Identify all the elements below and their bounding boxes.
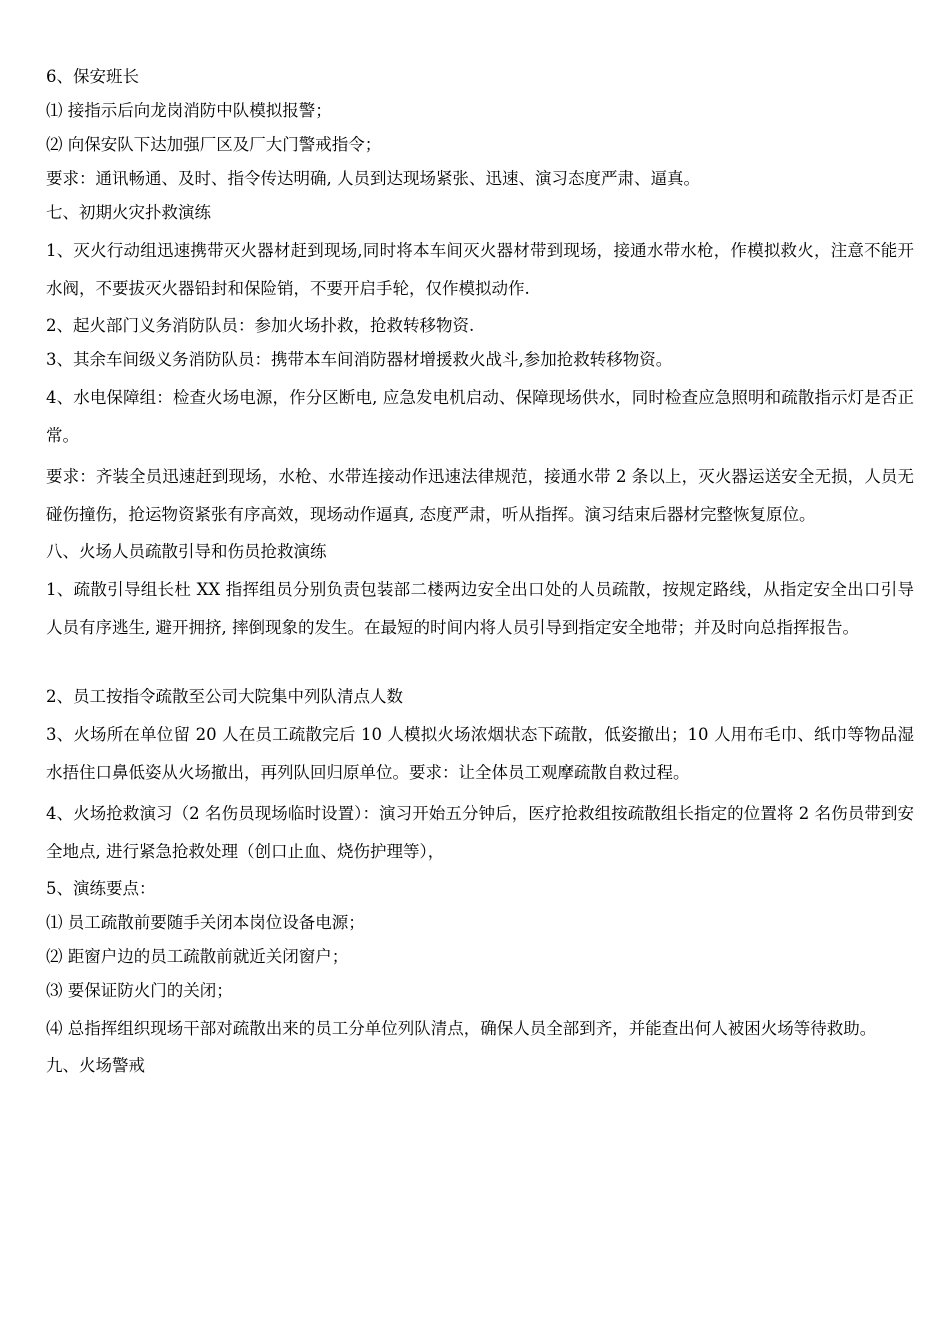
- section-heading-9: 九、火场警戒: [46, 1056, 145, 1075]
- paragraph-assembly: 2、员工按指令疏散至公司大院集中列队清点人数: [46, 687, 403, 706]
- paragraph-rescue-drill: 4、火场抢救演习（2 名伤员现场临时设置）：演习开始五分钟后，医疗抢救组按疏散组长指定的位置将 2 名伤员带到安全地点, 进行紧急抢救处理（创口止血、烧伤护理等），: [46, 804, 914, 861]
- heading-key-points: 5、演练要点：: [46, 879, 156, 898]
- list-item-alarm: ⑴ 接指示后向龙岗消防中队模拟报警；: [46, 101, 332, 120]
- paragraph-smoke-drill: 3、火场所在单位留 20 人在员工疏散完后 10 人模拟火场浓烟状态下疏散，低姿撤出；10 人用布毛巾、纸巾等物品湿水捂住口鼻低姿从火场撤出，再列队回归原单位。要求：让全体员工观摩疏散自救过程。: [46, 725, 914, 782]
- list-item-guard-order: ⑵ 向保安队下达加强厂区及厂大门警戒指令；: [46, 135, 382, 154]
- requirement-communication: 要求：通讯畅通、及时、指令传达明确, 人员到达现场紧张、迅速、演习态度严肃、逼真。: [46, 169, 700, 188]
- heading-security-leader: 6、保安班长: [46, 67, 139, 86]
- blank-gap: [46, 650, 914, 682]
- list-item-fire-door: ⑶ 要保证防火门的关闭；: [46, 981, 233, 1000]
- document-page: [46, 62, 914, 1085]
- paragraph-fire-team: 1、灭火行动组迅速携带灭火器材赶到现场,同时将本车间灭火器材带到现场，接通水带水枪，作模拟救火，注意不能开水阀，不要拔灭火器铅封和保险销，不要开启手轮，仅作模拟动作.: [46, 241, 914, 298]
- list-item-windows: ⑵ 距窗户边的员工疏散前就近关闭窗户；: [46, 947, 349, 966]
- section-heading-7: 七、初期火灾扑救演练: [46, 203, 211, 222]
- paragraph-power-water: 4、水电保障组：检查火场电源，作分区断电, 应急发电机启动、保障现场供水，同时检查应急照明和疏散指示灯是否正常。: [46, 388, 914, 445]
- section-heading-8: 八、火场人员疏散引导和伤员抢救演练: [46, 542, 327, 561]
- list-item-power-off: ⑴ 员工疏散前要随手关闭本岗位设备电源；: [46, 913, 365, 932]
- requirement-equipment: 要求：齐装全员迅速赶到现场，水枪、水带连接动作迅速法律规范，接通水带 2 条以上，灭火器运送安全无损，人员无碰伤撞伤，抢运物资紧张有序高效，现场动作逼真, 态度严肃，听从指挥。演习结束后器材完整恢复原位。: [46, 467, 914, 524]
- paragraph-other-workshops: 3、其余车间级义务消防队员：携带本车间消防器材增援救火战斗,参加抢救转移物资。: [46, 350, 673, 369]
- paragraph-evacuation-guide: 1、疏散引导组长杜 XX 指挥组员分别负责包装部二楼两边安全出口处的人员疏散，按规定路线，从指定安全出口引导人员有序逃生, 避开拥挤, 摔倒现象的发生。在最短的时间内将人员引导到指定安全地带；并及时向总指挥报告。: [46, 580, 914, 637]
- list-item-headcount: ⑷ 总指挥组织现场干部对疏散出来的员工分单位列队清点，确保人员全部到齐，并能查出何人被困火场等待救助。: [46, 1019, 877, 1038]
- paragraph-fire-department: 2、起火部门义务消防队员：参加火场扑救，抢救转移物资.: [46, 316, 475, 335]
